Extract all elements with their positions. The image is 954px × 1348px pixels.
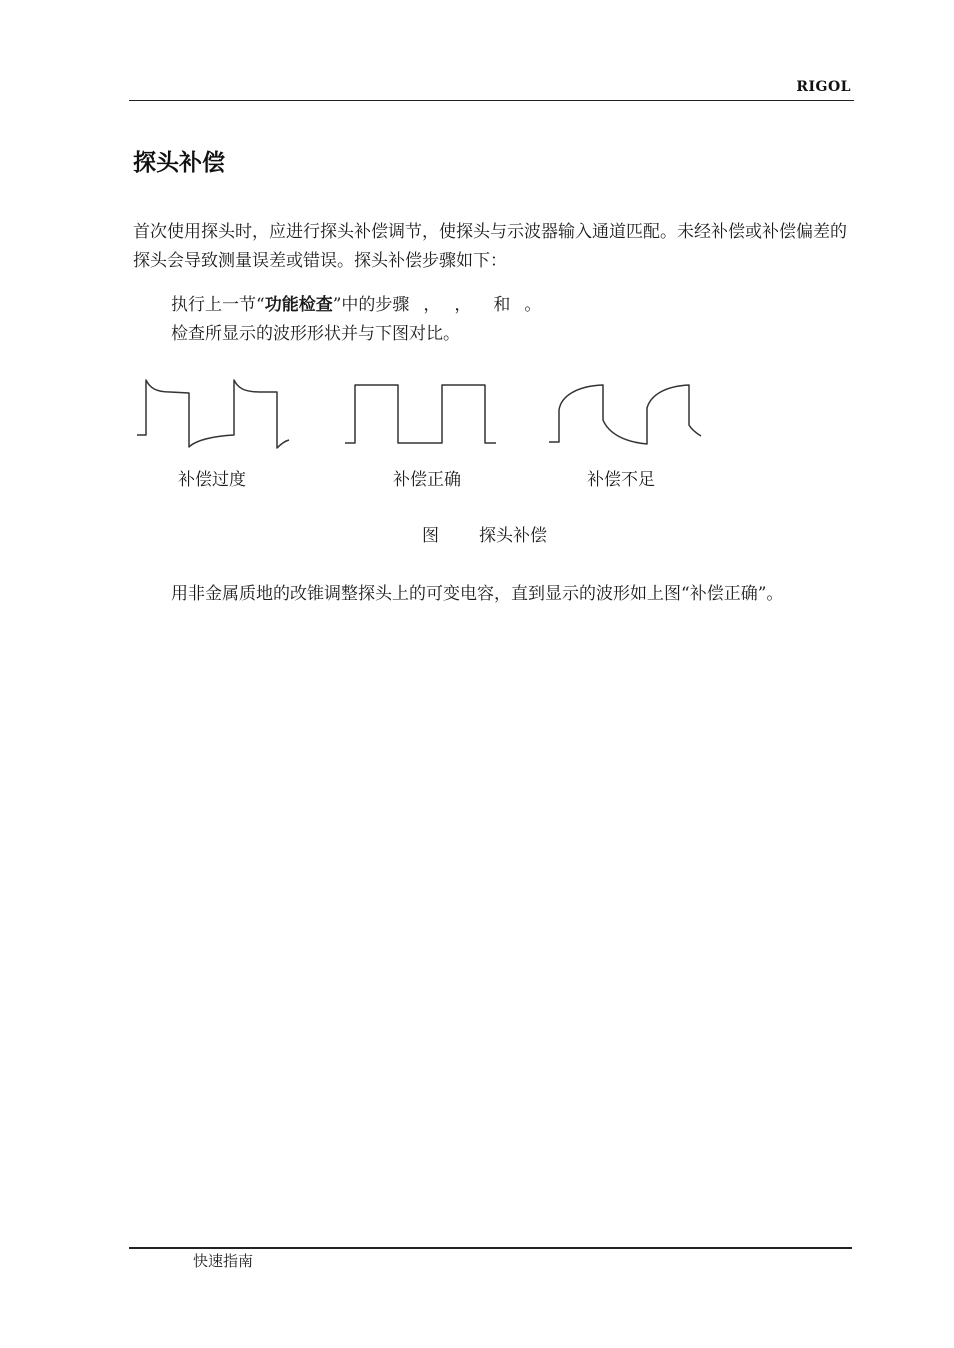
header-divider — [129, 100, 854, 101]
function-check-term: 功能检查 — [264, 295, 333, 315]
label-over-compensated: 补偿过度 — [178, 470, 246, 490]
intro-paragraph: 首次使用探头时，应进行探头补偿调节，使探头与示波器输入通道匹配。未经补偿或补偿偏差的探头会导致测量误差或错误。探头补偿步骤如下： — [133, 222, 847, 271]
waveform-correct-compensation — [340, 370, 510, 455]
waveform-over-compensated — [134, 370, 304, 455]
figure-caption-prefix: 图 — [422, 526, 439, 546]
step-1-sep-2: ， — [454, 295, 472, 315]
brand-logo-text: RIGOL — [796, 79, 851, 95]
step-2: 检查所显示的波形形状并与下图对比。 — [171, 324, 460, 344]
footer-divider — [129, 1247, 852, 1249]
figure-caption — [422, 523, 547, 549]
footer-manual-title: 快速指南 — [193, 1252, 254, 1270]
step-1-suffix: ”中的步骤 — [332, 295, 410, 315]
step-1-prefix: 执行上一节“ — [171, 295, 265, 315]
step-3: 用非金属质地的改锥调整探头上的可变电容，直到显示的波形如上图“补偿正确”。 — [171, 584, 784, 604]
label-correct-compensation: 补偿正确 — [393, 470, 461, 490]
waveform-under-compensated — [545, 370, 715, 455]
step-1 — [171, 291, 541, 320]
step-1-sep-1: ， — [423, 295, 441, 315]
label-under-compensated: 补偿不足 — [587, 470, 655, 490]
figure-caption-title: 探头补偿 — [479, 526, 547, 546]
step-1-and: 和 — [493, 295, 511, 315]
step-1-end: 。 — [524, 295, 542, 315]
section-title: 探头补偿 — [133, 150, 225, 176]
